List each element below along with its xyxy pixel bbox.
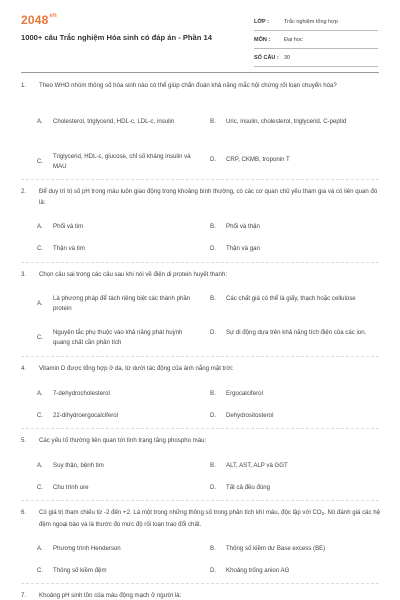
document-header [0, 0, 400, 72]
option-text: Nguyên tắc phụ thuộc vào khả năng phát huỳnh quang chất cần phân tích [53, 329, 183, 346]
option-letter: B. [210, 390, 216, 397]
option-text: Là phương pháp để tách riêng biệt các thành phần protein [53, 295, 191, 312]
option-letter: D. [210, 156, 217, 163]
question-text: Chọn câu sai trong các câu sau khi nói về điện di protein huyết thanh: [39, 271, 228, 278]
answer-option-c[interactable] [37, 244, 197, 254]
question-number: 7. [21, 592, 27, 599]
question-text-part: . Nó đánh giá các hệ đệm ngoại bào và là thước đo mức độ rối loạn trao đổi chất. [39, 509, 381, 528]
option-letter: B. [210, 295, 216, 302]
option-letter: A. [37, 118, 43, 125]
question-number: 3. [21, 271, 27, 278]
option-text: Dehydrositosterol [226, 412, 274, 419]
answer-option-a[interactable] [37, 461, 197, 471]
question-2 [21, 186, 381, 208]
option-letter: A. [37, 300, 43, 307]
answer-option-d[interactable] [210, 155, 370, 165]
option-letter: A. [37, 545, 43, 552]
question-text: Vitamin D được tổng hợp ở da, từ dưới tác động của ánh nắng mặt trời: [39, 365, 234, 372]
question-number: 6. [21, 509, 27, 516]
option-text: Chu trình ure [53, 484, 89, 491]
question-1 [21, 80, 381, 91]
question-4 [21, 363, 381, 374]
answer-option-d[interactable] [210, 566, 370, 576]
question-divider [21, 500, 379, 501]
answer-option-a[interactable] [37, 544, 197, 554]
answer-option-b[interactable] [210, 389, 370, 399]
option-text: Ergocalciferol [226, 390, 263, 397]
option-letter: C. [37, 158, 44, 165]
option-text: Khoảng trống anion AG [226, 567, 290, 574]
option-text: 7-dehydrocholesterol [53, 390, 110, 397]
option-text: Phổi và thận [226, 223, 260, 230]
option-text: 22-dihydroergocalciferol [53, 412, 119, 419]
question-number: 2. [21, 188, 27, 195]
answer-option-b[interactable] [210, 544, 370, 554]
answer-option-c[interactable] [37, 566, 197, 576]
answer-option-a[interactable] [37, 294, 197, 314]
question-text [39, 507, 381, 530]
question-6 [21, 507, 381, 530]
site-logo[interactable] [21, 13, 57, 27]
question-3 [21, 269, 381, 280]
question-text: Các yếu tố thường liên quan tới tình trạng tăng phospho máu: [39, 437, 207, 444]
meta-row-count [254, 49, 378, 67]
option-letter: B. [210, 118, 216, 125]
question-number: 4. [21, 365, 27, 372]
option-letter: C. [37, 245, 44, 252]
question-divider [21, 428, 379, 429]
option-letter: D. [210, 567, 217, 574]
header-divider [21, 72, 379, 73]
question-text: Theo WHO nhóm thông số hóa sinh nào có thể giúp chẩn đoán khả năng mắc hội chứng rối loạn chuyển hóa? [39, 82, 337, 89]
answer-option-c[interactable] [37, 483, 197, 493]
answer-option-c[interactable] [37, 328, 197, 348]
option-text: Triglycerid, HDL-c, glucose, chỉ số kháng insulin và MAU [53, 153, 191, 170]
option-letter: D. [210, 329, 217, 336]
answer-option-a[interactable] [37, 389, 197, 399]
meta-value: Trắc nghiệm tổng hợp [284, 18, 338, 25]
option-text: Sự di động dựa trên khả năng tích điện của các ion. [226, 329, 367, 336]
logo-suffix: vn [49, 13, 57, 19]
meta-key: MÔN : [254, 36, 271, 43]
option-letter: C. [37, 567, 44, 574]
answer-option-b[interactable] [210, 117, 370, 127]
question-number: 5. [21, 437, 27, 444]
option-text: Thông số kiềm dư Base excess (BE) [226, 545, 326, 552]
option-letter: C. [37, 484, 44, 491]
meta-row-class [254, 13, 378, 31]
meta-key: SỐ CÂU : [254, 54, 279, 61]
meta-table [254, 13, 378, 67]
option-letter: D. [210, 245, 217, 252]
meta-value: 30 [284, 54, 291, 61]
meta-value: Đại học [284, 36, 303, 43]
option-letter: D. [210, 484, 217, 491]
option-text: Uric, insulin, cholesterol, triglycerid, C-peptid [226, 118, 347, 125]
question-number: 1. [21, 82, 27, 89]
option-text: Thận và gan [226, 245, 260, 252]
option-text: Phương trình Henderson [53, 545, 121, 552]
meta-row-subject [254, 31, 378, 49]
option-text: CRP, CKMB, troponin T [226, 156, 290, 163]
option-text: Các chất giá có thể là giấy, thạch hoặc cellulose [226, 295, 356, 302]
option-text: Suy thận, bệnh tim [53, 462, 104, 469]
subscript: 2 [321, 511, 325, 516]
option-letter: B. [210, 223, 216, 230]
option-letter: C. [37, 412, 44, 419]
question-divider [21, 262, 379, 263]
question-text-part: Có giá trị tham chiếu từ -2 đến +2. Là một trong những thông số trong phân tích khí máu, độc lập với CO [39, 509, 322, 516]
option-text: Thận và tim [53, 245, 85, 252]
answer-option-b[interactable] [210, 222, 370, 232]
option-letter: D. [210, 412, 217, 419]
answer-option-c[interactable] [37, 411, 197, 421]
option-text: Phổi và tim [53, 223, 84, 230]
answer-option-b[interactable] [210, 294, 370, 304]
option-text: Tất cả đều đúng [226, 484, 271, 491]
answer-option-b[interactable] [210, 461, 370, 471]
question-divider [21, 583, 379, 584]
question-text: Để duy trì trị số pH trong máu luôn giao động trong khoảng bình thường, có các cơ quan chủ yếu tham gia và có liên quan đó là: [39, 188, 378, 206]
question-5 [21, 435, 381, 446]
option-text: Thông số kiềm đệm [53, 567, 107, 574]
answer-option-a[interactable] [37, 222, 197, 232]
meta-key: LỚP : [254, 18, 269, 25]
option-letter: A. [37, 390, 43, 397]
answer-option-d[interactable] [210, 328, 370, 338]
option-letter: C. [37, 334, 44, 341]
question-divider [21, 179, 379, 180]
question-text: Khoảng pH sinh tồn của máu động mạch ở người là: [39, 592, 182, 599]
option-text: Cholesterol, triglycerid, HDL-c, LDL-c, insulin [53, 118, 175, 125]
option-letter: A. [37, 462, 43, 469]
question-divider [21, 356, 379, 357]
page-title: 1000+ câu Trắc nghiệm Hóa sinh có đáp án - Phần 14 [21, 33, 212, 42]
answer-option-d[interactable] [210, 483, 370, 493]
answer-option-a[interactable] [37, 117, 197, 127]
answer-option-d[interactable] [210, 244, 370, 254]
question-7 [21, 590, 381, 600]
option-text: ALT, AST, ALP và GGT [226, 462, 288, 469]
option-letter: A. [37, 223, 43, 230]
answer-option-d[interactable] [210, 411, 370, 421]
option-letter: B. [210, 545, 216, 552]
answer-option-c[interactable] [37, 152, 197, 172]
option-letter: B. [210, 462, 216, 469]
logo-text: 2048 [21, 13, 49, 27]
